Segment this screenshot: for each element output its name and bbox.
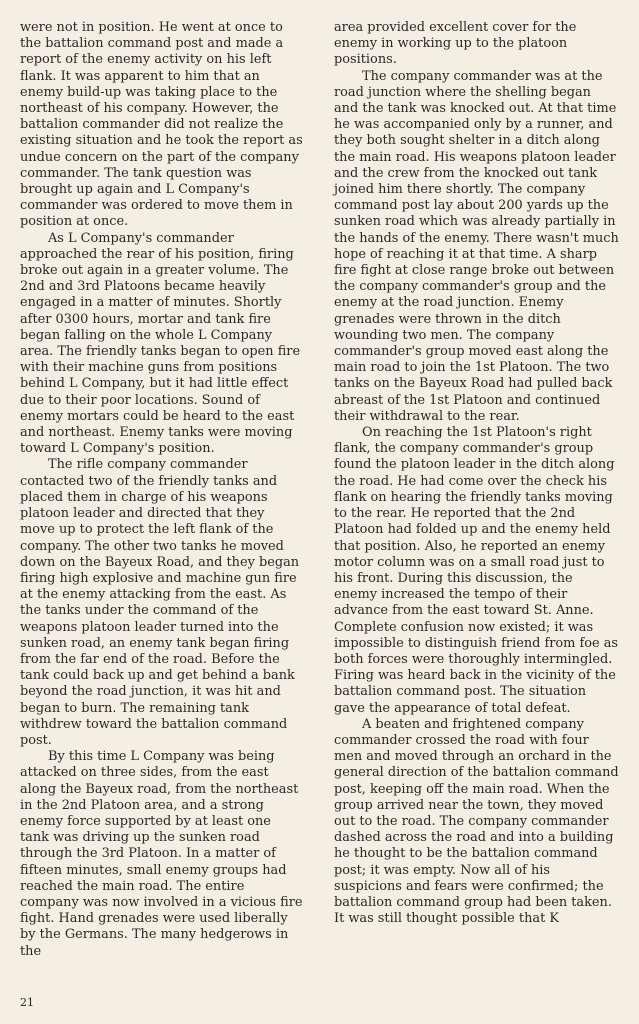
paragraph: The rifle company commander contacted two of the friendly tanks and placed them in charge of his weapons platoon leader and directed that they move up to protect the left flank of the company. The other two tanks he moved down on the Bayeux Road, and they began firing high explosive and machine gun fire at the enemy attacking from the east. As the tanks under the command of the weapons platoon leader turned into the sunken road, an enemy tank began firing from the far end of the road. Before the tank could back up and get behind a bank beyond the road junction, it was hit and began to burn. The remaining tank withdrew toward the battalion command post. — [20, 457, 300, 748]
page-number: 21 — [20, 996, 34, 1009]
paragraph: A beaten and frightened company commander crossed the road with four men and moved through an orchard in the general direction of the battalion command post, keeping off the main road. When the group arrived near the town, they moved out to the road. The company commander dashed across the road and into a building he thought to be the battalion command post; it was empty. Now all of his suspicions and fears were confirmed; the battalion command group had been taken. It was still thought possible that K — [334, 716, 619, 927]
right-column — [334, 20, 619, 927]
paragraph: As L Company's commander approached the rear of his position, firing broke out again in a greater volume. The 2nd and 3rd Platoons became heavily engaged in a matter of minutes. Shortly after 0300 hours, mortar and tank fire began falling on the whole L Company area. The friendly tanks began to open fire with their machine guns from positions behind L Company, but it had little effect due to their poor locations. Sound of enemy mortars could be heard to the east and northeast. Enemy tanks were moving toward L Company's position. — [20, 230, 301, 457]
paragraph: were not in position. He went at once to the battalion command post and made a report of the enemy activity on his left flank. It was apparent to him that an enemy build-up was taking place to the northeast of his company. However, the battalion commander did not realize the existing situation and he took the report as undue concern on the part of the company commander. The tank question was brought up again and L Company's commander was ordered to move them in position at once. — [20, 20, 303, 230]
paragraph: The company commander was at the road junction where the shelling began and the tank was knocked out. At that time he was accompanied only by a runner, and they both sought shelter in a ditch along the main road. His weapons platoon leader and the crew from the knocked out tank joined him there shortly. The company command post lay about 200 yards up the sunken road which was already partially in the hands of the enemy. There wasn't much hope of reaching it at that time. A sharp fire fight at close range broke out between the company commander's group and the enemy at the road junction. Enemy grenades were thrown in the ditch wounding two men. The company commander's group moved east along the main road to join the 1st Platoon. The two tanks on the Bayeux Road had pulled back abreast of the 1st Platoon and continued their withdrawal to the rear. — [334, 68, 619, 424]
paragraph: By this time L Company was being attacked on three sides, from the east along the Bayeux road, from the northeast in the 2nd Platoon area, and a strong enemy force supported by at least one tank was driving up the sunken road through the 3rd Platoon. In a matter of fifteen minutes, small enemy groups had reached the main road. The entire company was now involved in a vicious fire fight. Hand grenades were used liberally by the Germans. The many hedgerows in the — [20, 749, 303, 959]
left-column — [20, 20, 303, 960]
paragraph: On reaching the 1st Platoon's right flank, the company commander's group found the platoon leader in the ditch along the road. He had come over the check his flank on hearing the friendly tanks moving to the rear. He reported that the 2nd Platoon had folded up and the enemy held that position. Also, he reported an enemy motor column was on a small road just to his front. During this discussion, the enemy increased the tempo of their advance from the east toward St. Anne. Complete confusion now existed; it was impossible to distinguish friend from foe as both forces were thoroughly intermingled. Firing was heard back in the vicinity of the battalion command post. The situation gave the appearance of total defeat. — [334, 425, 619, 716]
paragraph: area provided excellent cover for the enemy in working up to the platoon positions. — [334, 20, 577, 68]
